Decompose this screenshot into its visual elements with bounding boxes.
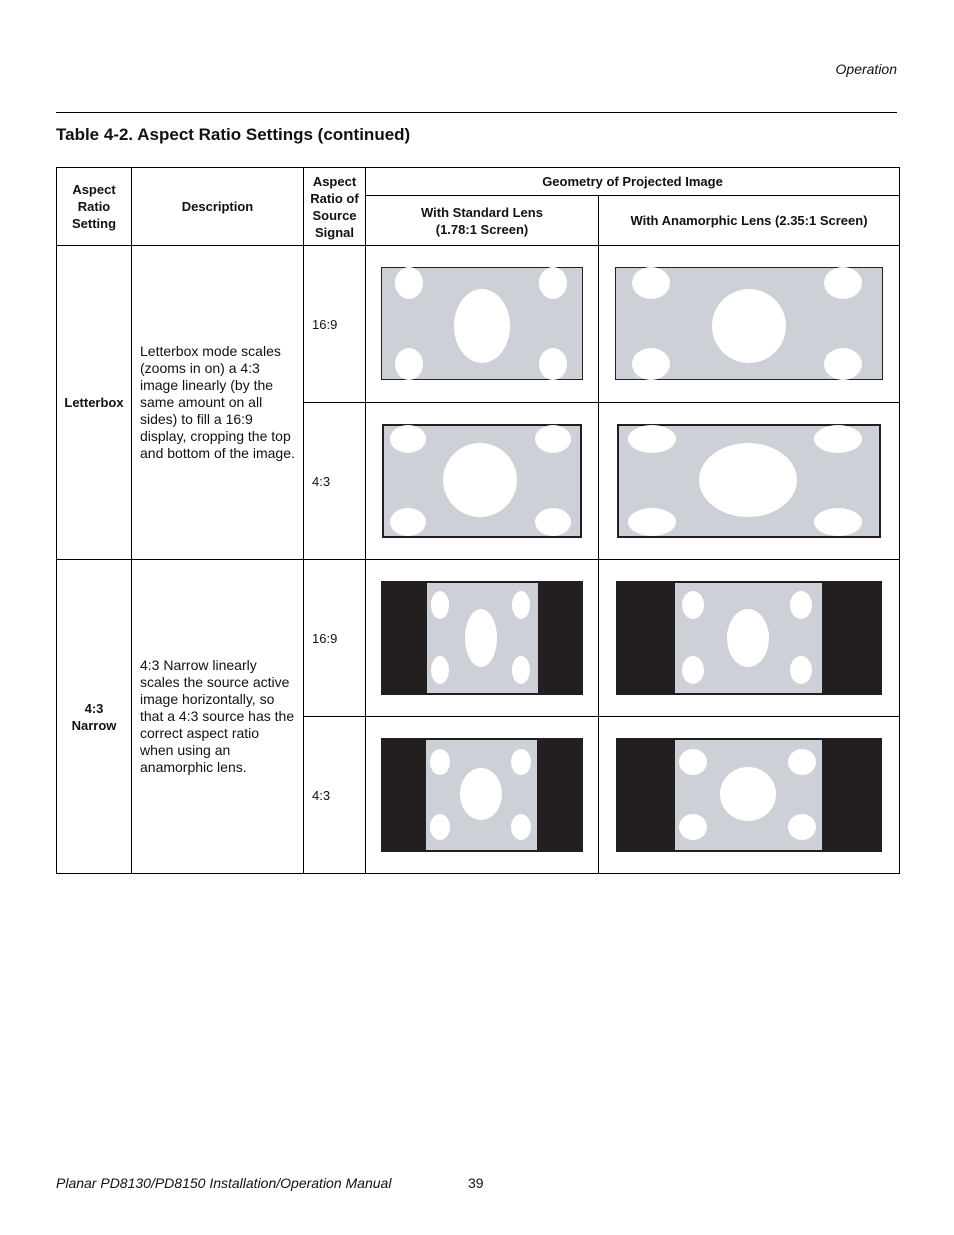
diagram-cell [599,560,900,717]
aspect-ratio-table [56,167,900,874]
signal-cell: 16:9 [304,246,366,403]
letterbox-43-anamorphic-diagram [617,424,881,538]
signal-cell: 4:3 [304,717,366,874]
signal-cell: 4:3 [304,403,366,560]
table-caption: Table 4-2. Aspect Ratio Settings (continued) [56,125,411,144]
narrow-169-standard-diagram [381,581,583,695]
narrow-43-standard-diagram [381,738,583,852]
signal-cell: 16:9 [304,560,366,717]
header-anamorphic-lens: With Anamorphic Lens (2.35:1 Screen) [599,196,900,246]
description-letterbox: Letterbox mode scales (zooms in on) a 4:3 image linearly (by the same amount on all sides) to fill a 16:9 display, cropping the top and bottom of the image. [132,246,304,560]
header-setting: Aspect Ratio Setting [57,168,132,246]
diagram-cell [599,246,900,403]
header-signal: Aspect Ratio of Source Signal [304,168,366,246]
diagram-cell [366,246,599,403]
header-standard-lens [366,196,599,246]
letterbox-169-anamorphic-diagram [615,267,884,381]
setting-43-narrow [57,560,132,874]
setting-43-narrow-line2: Narrow [71,717,117,733]
narrow-43-anamorphic-diagram [616,738,882,852]
diagram-cell [366,560,599,717]
running-head: Operation [835,61,897,77]
diagram-cell [366,717,599,874]
setting-43-narrow-line1: 4:3 [84,700,104,716]
header-standard-line1: With Standard Lens [421,204,543,220]
narrow-169-anamorphic-diagram [616,581,882,695]
description-43-narrow: 4:3 Narrow linearly scales the source active image horizontally, so that a 4:3 source has the correct aspect ratio when using an anamorphic lens. [132,560,304,874]
header-standard-line2: (1.78:1 Screen) [435,221,529,237]
diagram-cell [599,403,900,560]
header-geometry: Geometry of Projected Image [366,168,900,196]
footer-title: Planar PD8130/PD8150 Installation/Operation Manual [56,1175,392,1191]
header-description: Description [132,168,304,246]
page-number: 39 [468,1175,484,1191]
setting-letterbox: Letterbox [57,246,132,560]
diagram-cell [366,403,599,560]
diagram-cell [599,717,900,874]
header-rule [56,112,897,113]
letterbox-169-standard-diagram [381,267,583,381]
letterbox-43-standard-diagram [382,424,582,538]
